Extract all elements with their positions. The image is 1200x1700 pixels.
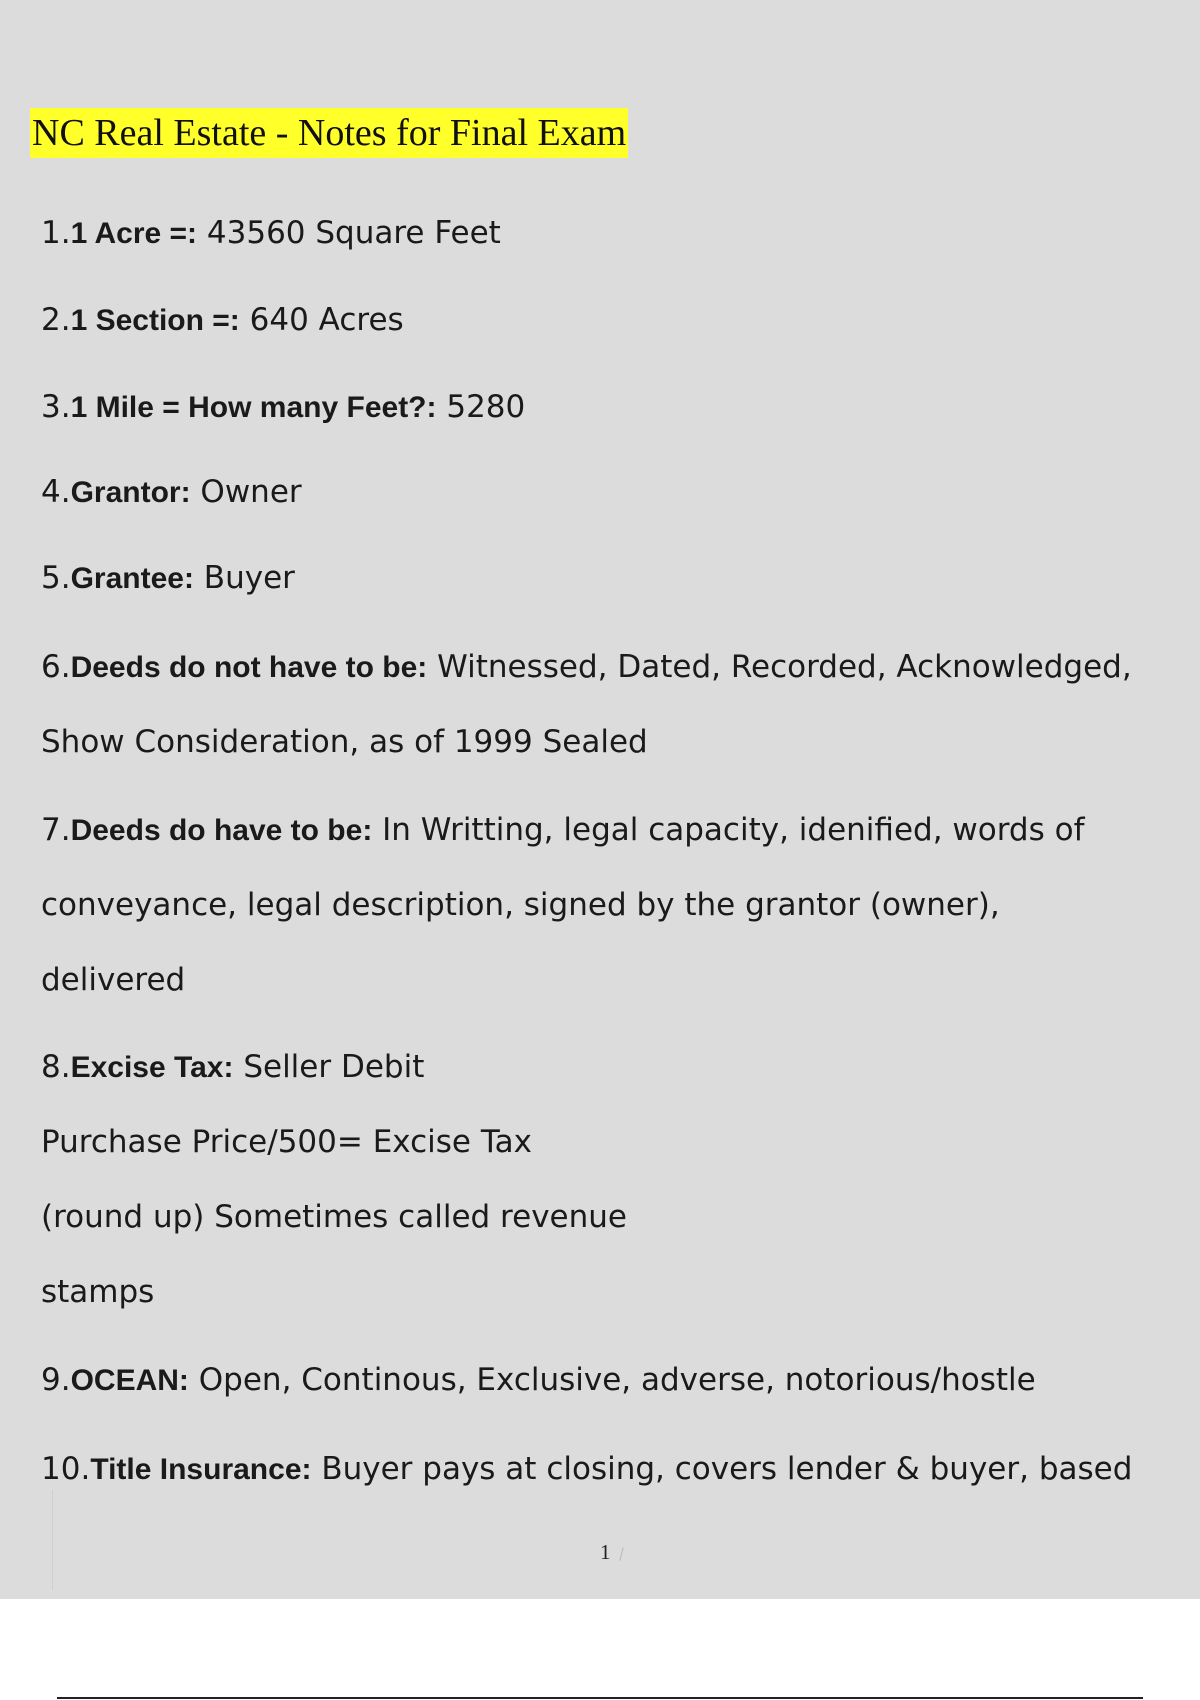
list-item xyxy=(41,196,1200,271)
list-item-text: Witnessed, Dated, Recorded, Acknowledged, xyxy=(427,649,1132,685)
list-item-line: Show Consideration, as of 1999 Sealed xyxy=(41,724,648,760)
list-item-line: (round up) Sometimes called revenue xyxy=(41,1199,627,1235)
list-item-number: 7. xyxy=(41,812,71,848)
list-item-line xyxy=(41,196,1200,271)
next-page-rule xyxy=(57,1697,1143,1699)
list-item xyxy=(41,793,1200,1018)
list-item-text: 5280 xyxy=(436,389,526,425)
list-item-text: Seller Debit xyxy=(233,1049,425,1085)
list-item-number: 2. xyxy=(41,302,71,338)
list-item-term: Title Insurance: xyxy=(90,1453,312,1486)
list-item-text: Open, Continous, Exclusive, adverse, notorious/hostle xyxy=(188,1362,1036,1398)
page-number: 1 xyxy=(600,1540,611,1564)
list-item-line xyxy=(41,793,1200,868)
list-item-number: 4. xyxy=(41,474,71,510)
list-item xyxy=(41,1343,1200,1418)
list-item-number: 1. xyxy=(41,215,71,251)
list-item-text: Buyer xyxy=(193,560,295,596)
list-item xyxy=(41,455,1200,530)
list-item-number: 3. xyxy=(41,389,71,425)
list-item-term: 1 Mile = How many Feet?: xyxy=(70,391,437,424)
list-item xyxy=(41,630,1200,780)
page-margin-rule xyxy=(52,1490,53,1590)
page-number-separator xyxy=(619,1547,623,1561)
list-item-line: Purchase Price/500= Excise Tax xyxy=(41,1124,532,1160)
list-item-line xyxy=(41,370,1200,445)
list-item-term: Excise Tax: xyxy=(70,1051,234,1084)
list-item xyxy=(41,283,1200,358)
list-item-term: Grantor: xyxy=(70,476,191,509)
list-item-number: 10. xyxy=(41,1451,91,1487)
list-item-text: 640 Acres xyxy=(239,302,404,338)
list-item xyxy=(41,541,1200,616)
list-item-line xyxy=(41,1030,1200,1105)
list-item-text: 43560 Square Feet xyxy=(197,215,501,251)
list-item-text: In Writting, legal capacity, idenified, words of xyxy=(372,812,1085,848)
document-title: NC Real Estate - Notes for Final Exam xyxy=(30,108,628,158)
list-item xyxy=(41,370,1200,445)
list-item-number: 6. xyxy=(41,649,71,685)
list-item-text: Buyer pays at closing, covers lender & buyer, based xyxy=(311,1451,1133,1487)
list-item-line xyxy=(41,455,1200,530)
list-item-line xyxy=(41,283,1200,358)
list-item-line xyxy=(41,1343,1200,1418)
list-item-term: OCEAN: xyxy=(70,1364,189,1397)
list-item-line: delivered xyxy=(41,962,186,998)
list-item-line xyxy=(41,630,1200,705)
list-item-line: stamps xyxy=(41,1274,155,1310)
list-item xyxy=(41,1432,1200,1507)
list-item-line xyxy=(41,541,1200,616)
list-item-text: Owner xyxy=(190,474,302,510)
list-item xyxy=(41,1030,1200,1330)
list-item-number: 8. xyxy=(41,1049,71,1085)
list-item-number: 9. xyxy=(41,1362,71,1398)
list-item-term: Deeds do have to be: xyxy=(70,814,373,847)
list-item-term: Grantee: xyxy=(70,562,194,595)
list-item-term: 1 Section =: xyxy=(70,304,240,337)
list-item-term: 1 Acre =: xyxy=(70,217,198,250)
list-item-line xyxy=(41,1432,1200,1507)
list-item-term: Deeds do not have to be: xyxy=(70,651,428,684)
list-item-line: conveyance, legal description, signed by the grantor (owner), xyxy=(41,887,1000,923)
list-item-number: 5. xyxy=(41,560,71,596)
